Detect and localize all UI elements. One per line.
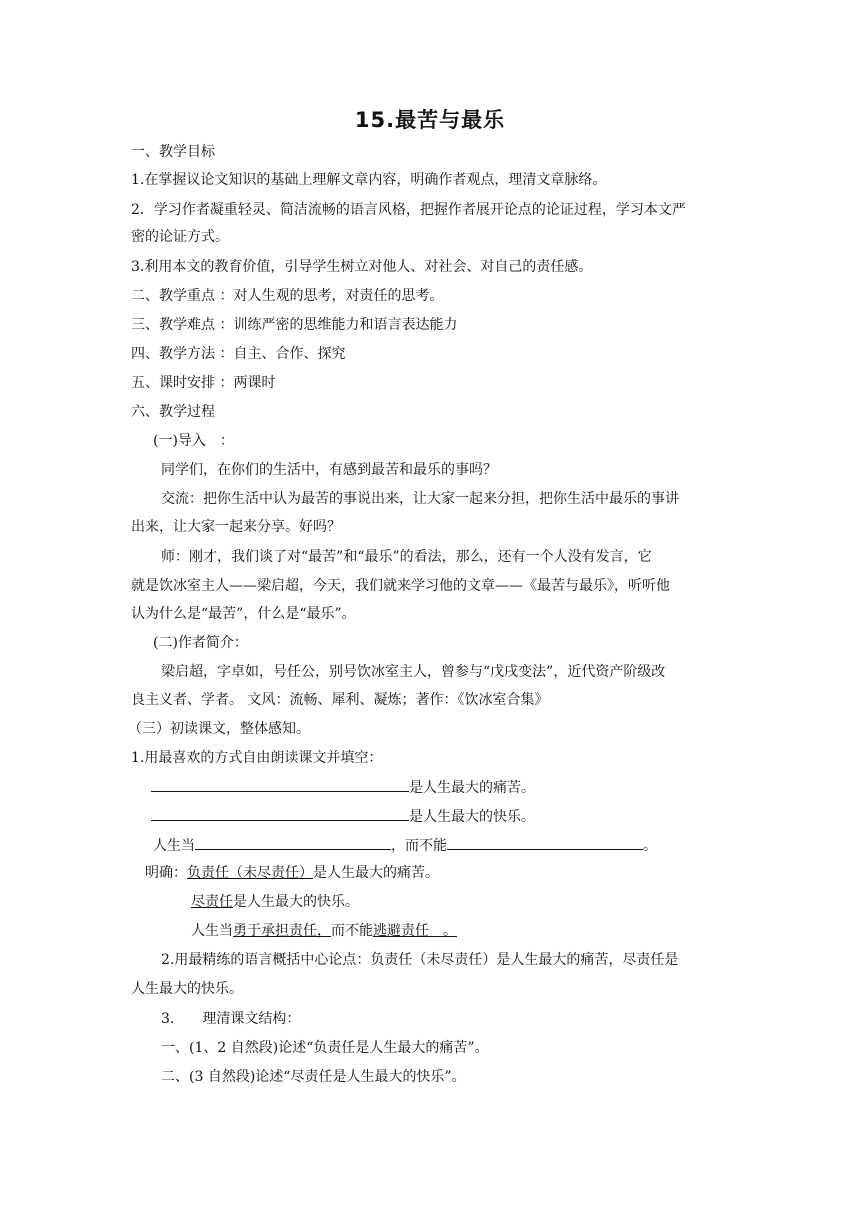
process-heading: 六、教学过程	[131, 404, 215, 420]
fill-line-2	[151, 806, 535, 826]
reading-task-2-line-2: 人生最大的快乐。	[131, 981, 243, 997]
objective-item-2-line-1: 2．学习作者凝重轻灵、简洁流畅的语言风格，把握作者展开论点的论证过程，学习本文严	[131, 202, 686, 218]
answer-line-3	[191, 922, 457, 940]
objective-item-3: 3.利用本文的教育价值，引导学生树立对他人、对社会、对自己的责任感。	[131, 259, 593, 275]
reading-task-3: 3. 理清课文结构：	[161, 1011, 301, 1027]
answer-1-underlined: 负责任（未尽责任）	[187, 865, 313, 881]
author-line-1: 梁启超，字卓如，号任公，别号饮冰室主人，曾参与“戊戌变法”，近代资产阶级改	[161, 664, 666, 680]
fill-blank-2	[151, 806, 409, 821]
intro-heading: (一)导入 ：	[153, 433, 234, 449]
intro-paragraph-3-line-3: 认为什么是“最苦”，什么是“最乐”。	[131, 606, 356, 622]
fill-blank-3a	[195, 835, 391, 850]
fill-line-3-end: 。	[643, 838, 657, 854]
key-point: 二、教学重点 ：对人生观的思考，对责任的思考。	[131, 288, 444, 304]
author-line-2: 良主义者、学者。 文风：流畅、犀利、凝炼；著作：《饮冰室合集》	[131, 692, 549, 708]
objectives-heading: 一、教学目标	[131, 144, 215, 160]
answer-3-underlined-1: 勇于承担责任，	[233, 923, 331, 939]
intro-paragraph-2-line-2: 出来，让大家一起来分享。好吗？	[131, 519, 341, 535]
intro-paragraph-1: 同学们，在你们的生活中，有感到最苦和最乐的事吗？	[161, 462, 497, 478]
fill-line-1-suffix: 是人生最大的痛苦。	[409, 780, 535, 796]
schedule: 五、课时安排 ：两课时	[131, 375, 276, 391]
fill-blank-1	[151, 777, 409, 792]
fill-line-3-mid: ，而不能	[391, 838, 447, 854]
reading-task-1: 1.用最喜欢的方式自由朗读课文并填空：	[131, 750, 383, 766]
answer-3-mid: 而不能	[331, 923, 373, 939]
intro-paragraph-2-line-1: 交流：把你生活中认为最苦的事说出来，让大家一起来分担，把你生活中最乐的事讲	[161, 491, 679, 507]
difficulty: 三、教学难点 ：训练严密的思维能力和语言表达能力	[131, 317, 458, 333]
answer-label: 明确：	[145, 865, 187, 881]
structure-item-2: 二、(3 自然段)论述“尽责任是人生最大的快乐”。	[161, 1069, 466, 1085]
objective-item-1: 1.在掌握议论文知识的基础上理解文章内容，明确作者观点，理清文章脉络。	[131, 172, 607, 188]
answer-3-prefix: 人生当	[191, 923, 233, 939]
answer-line-2	[191, 893, 359, 911]
page-title: 15.最苦与最乐	[354, 108, 506, 132]
answer-line-1	[145, 864, 439, 882]
answer-3-underlined-2: 逃避责任 。	[373, 923, 457, 939]
answer-2-rest: 是人生最大的快乐。	[233, 894, 359, 910]
intro-paragraph-3-line-1: 师：刚才，我们谈了对“最苦”和“最乐”的看法，那么，还有一个人没有发言，它	[161, 549, 652, 565]
fill-line-1	[151, 777, 535, 797]
reading-task-2-line-1: 2.用最精练的语言概括中心论点：负责任（未尽责任）是人生最大的痛苦，尽责任是	[161, 952, 679, 968]
objective-item-2-line-2: 密的论证方式。	[131, 229, 229, 245]
reading-heading: （三）初读课文，整体感知。	[128, 721, 310, 737]
fill-line-2-suffix: 是人生最大的快乐。	[409, 809, 535, 825]
fill-blank-3b	[447, 835, 643, 850]
fill-line-3-prefix: 人生当	[153, 838, 195, 854]
fill-line-3	[153, 835, 657, 855]
structure-item-1: 一、(1、2 自然段)论述“负责任是人生最大的痛苦”。	[161, 1040, 489, 1056]
answer-2-underlined: 尽责任	[191, 894, 233, 910]
answer-1-rest: 是人生最大的痛苦。	[313, 865, 439, 881]
intro-paragraph-3-line-2: 就是饮冰室主人——梁启超，今天，我们就来学习他的文章——《最苦与最乐》，听听他	[131, 578, 670, 594]
methods: 四、教学方法 ：自主、合作、探究	[131, 346, 346, 362]
author-heading: (二)作者简介：	[153, 635, 248, 651]
